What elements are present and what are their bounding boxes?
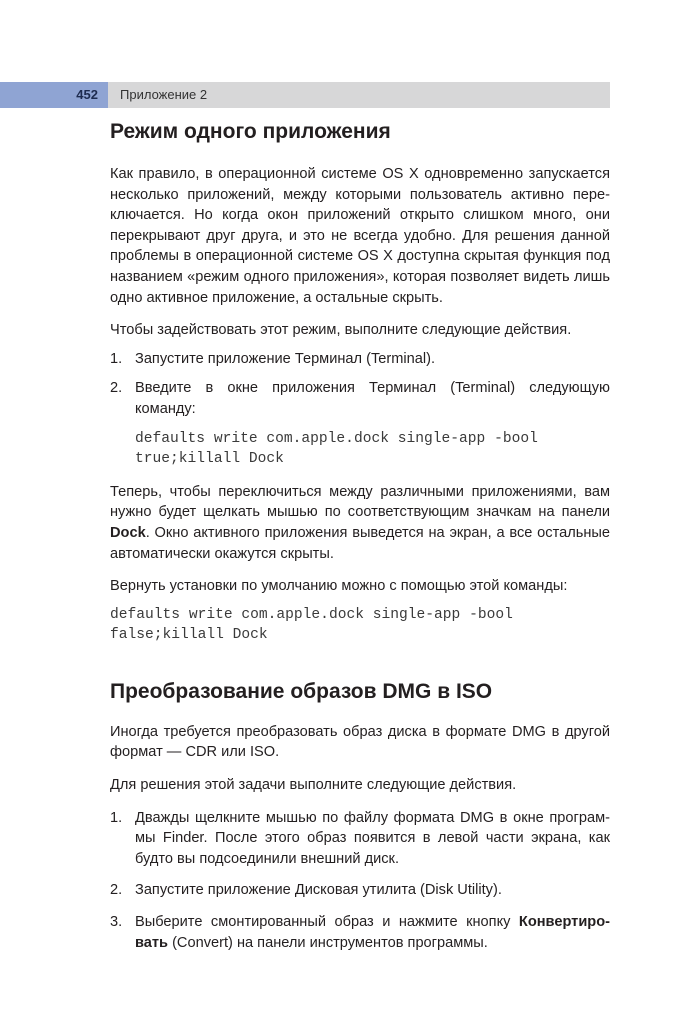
code-block: defaults write com.apple.dock single-app -bool true;killall Dock [135, 430, 547, 468]
paragraph-text: Теперь, чтобы переключиться между различными приложениями, вам нужно будет щелкать мышью по соответствующим значкам на панели [110, 483, 610, 521]
paragraph-text: . Окно активного приложения выведется на экран, а все остальные автоматически окажутся скрыты. [110, 524, 610, 562]
page-number-box [0, 82, 108, 108]
list-number: 1. [110, 350, 123, 367]
page-content [110, 118, 610, 953]
section-title: Режим одного приложения [110, 120, 391, 143]
bold-term: Конвертировать [135, 914, 610, 951]
paragraph: Чтобы задействовать этот режим, выполните следующие действия. [110, 322, 572, 339]
list-text: Выберите смонтированный образ и нажмите кнопку [135, 914, 519, 931]
running-header [0, 82, 610, 108]
paragraph: Иногда требуется преобразовать образ диска в формате DMG в другой формат — CDR или ISO. [110, 723, 610, 761]
list-text: Запустите приложение Дисковая утилита (Disk Utility). [135, 882, 502, 899]
paragraph: Вернуть установки по умолчанию можно с помощью этой команды: [110, 578, 568, 595]
paragraph [110, 482, 610, 564]
list-number: 2. [110, 380, 123, 397]
bold-term: Dock [110, 524, 146, 541]
list-number: 1. [110, 809, 123, 826]
paragraph: Как правило, в операционной системе OS X одновременно запускается несколько приложений, между которыми пользователь активно переключается. Но когда окон приложений открыто слишком много, они перекрывают друг друга, и это не всегда удобно. Для решения данной проблемы в операционной системе OS X доступна скрытая функция под названием «режим одного приложения», которая позволяет видеть лишь одно активное приложение, а остальные скрыть. [110, 166, 610, 306]
steps-list [110, 349, 610, 420]
list-text: Введите в окне приложения Терминал (Terminal) следующую команду: [135, 380, 610, 417]
list-text: Запустите приложение Терминал (Terminal). [135, 350, 436, 367]
list-item [110, 912, 610, 953]
paragraph: Для решения этой задачи выполните следующие действия. [110, 777, 517, 794]
page-number: 452 [76, 87, 98, 102]
list-item [110, 808, 610, 870]
list-item [110, 349, 610, 370]
list-item [110, 880, 610, 901]
code-block: defaults write com.apple.dock single-app -bool false;killall Dock [110, 606, 522, 644]
list-item [110, 378, 610, 419]
section-title: Преобразование образов DMG в ISO [110, 679, 493, 703]
list-number: 3. [110, 914, 123, 931]
running-head-title: Приложение 2 [120, 87, 208, 102]
steps-list [110, 808, 610, 954]
list-number: 2. [110, 882, 123, 899]
list-text: Дважды щелкните мышью по файлу формата DMG в окне программы Finder. После этого образ появится в левой части экрана, как будто вы подсоединили внешний диск. [135, 809, 610, 867]
list-text: (Convert) на панели инструментов программы. [168, 934, 488, 951]
